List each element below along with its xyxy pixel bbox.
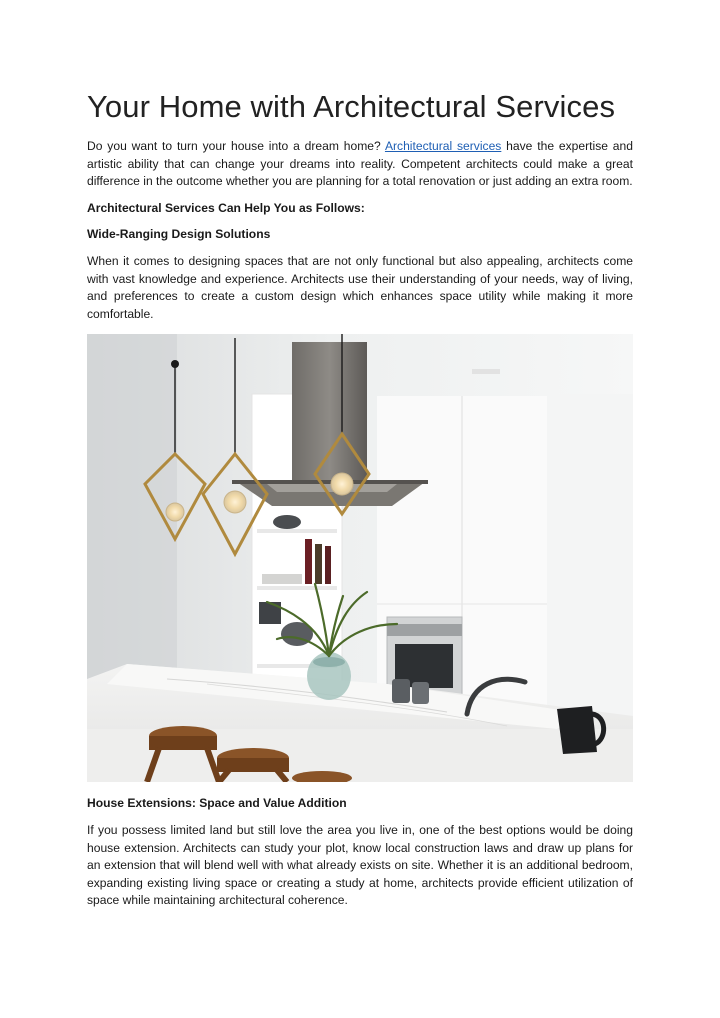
article-body (87, 88, 633, 919)
subheading-design-solutions: Wide-Ranging Design Solutions (87, 227, 271, 242)
intro-paragraph (87, 138, 633, 191)
ceiling-light (472, 369, 500, 374)
section-heading: Architectural Services Can Help You as Follows: (87, 200, 365, 215)
subheading-house-extensions: House Extensions: Space and Value Addition (87, 796, 347, 811)
intro-text-after-link: have the expertise and artistic ability that can change your dreams into reality. Competent architects could make a great difference in the outcome whether you are planning for a total renovation or just adding an extra room. (87, 139, 633, 189)
page-title: Your Home with Architectural Services (87, 89, 616, 124)
house-extensions-paragraph: If you possess limited land but still love the area you live in, one of the best options would be doing house extension. Architects can study your plot, know local construction laws and draw up plans for an extension that will blend well with what already exists on site. Whether it is an additional bedroom, expanding existing living space or creating a study at home, architects provide efficient utilization of space while maintaining architectural coherence. (87, 822, 633, 908)
design-solutions-paragraph: When it comes to designing spaces that are not only functional but also appealing, architects come with vast knowledge and experience. Architects use their understanding of your needs, way of living, and preferences to create a custom design which enhances space utility while making it more comfortable. (87, 253, 633, 321)
kitchen-photo (87, 334, 633, 782)
intro-text-before-link: Do you want to turn your house into a dream home? (87, 139, 385, 153)
architectural-services-link[interactable]: Architectural services (384, 139, 502, 153)
